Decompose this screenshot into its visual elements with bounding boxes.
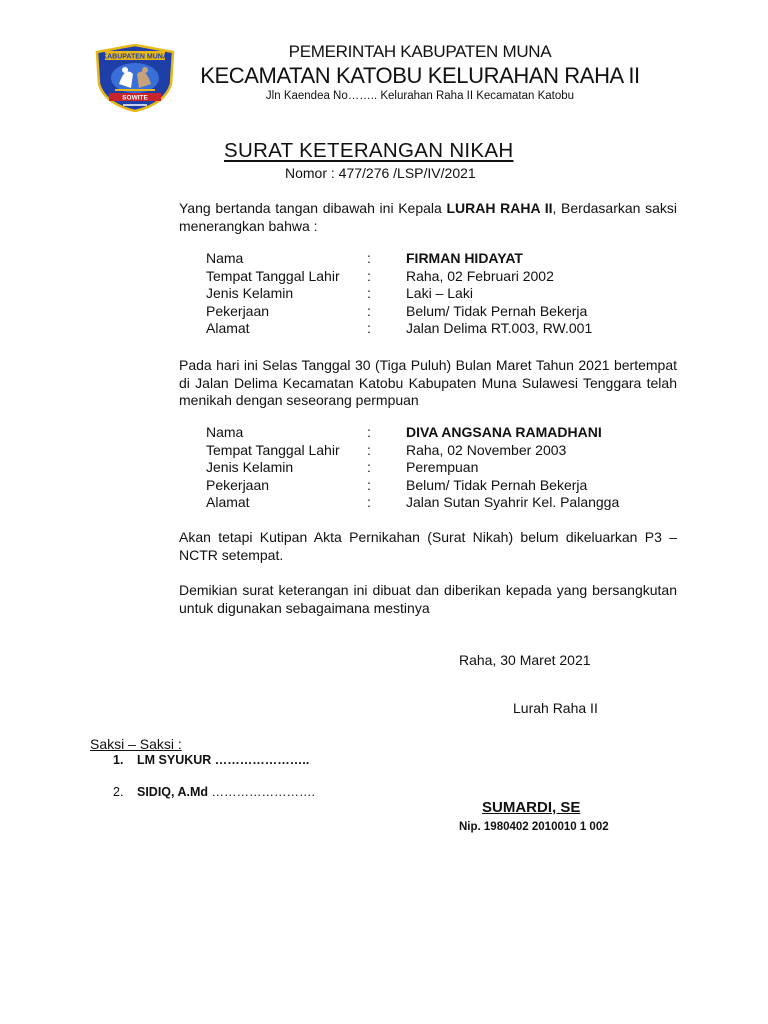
detail-value: FIRMAN HIDAYAT [406, 250, 523, 266]
district-name: KECAMATAN KATOBU KELURAHAN RAHA II [200, 63, 640, 88]
detail-colon: : [367, 302, 371, 319]
detail-label: Tempat Tanggal Lahir [206, 267, 340, 284]
detail-value: Belum/ Tidak Pernah Bekerja [406, 302, 588, 319]
detail-colon: : [367, 494, 371, 510]
svg-text:KABUPATEN MUNA: KABUPATEN MUNA [102, 53, 168, 61]
detail-label: Alamat [206, 494, 250, 510]
detail-colon: : [367, 424, 371, 440]
detail-label: Tempat Tanggal Lahir [206, 441, 340, 458]
government-name: PEMERINTAH KABUPATEN MUNA [288, 42, 552, 61]
signer-nip: Nip. 1980402 2010010 1 002 [459, 821, 609, 833]
detail-value: Belum/ Tidak Pernah Bekerja [406, 476, 588, 493]
detail-value: DIVA ANGSANA RAMADHANI [406, 424, 602, 440]
detail-value: Laki – Laki [406, 285, 473, 301]
signer-position: Lurah Raha II [513, 700, 598, 716]
witness-1-name: LM SYUKUR [137, 753, 212, 767]
detail-colon: : [367, 267, 371, 284]
detail-label: Jenis Kelamin [206, 459, 294, 475]
svg-text:SOWITE: SOWITE [122, 94, 148, 102]
detail-colon: : [367, 476, 371, 493]
detail-value: Perempuan [406, 459, 479, 475]
intro-paragraph: Yang bertanda tangan dibawah ini Kepala LURAH RAHA II, Berdasarkan saksi menerangkan bahwa : [179, 200, 677, 234]
detail-value: Raha, 02 Februari 2002 [406, 267, 554, 284]
detail-colon: : [367, 459, 371, 475]
witness-2-signature-line: ……………………. [208, 785, 316, 799]
detail-value: Jalan Sutan Syahrir Kel. Palangga [406, 494, 620, 510]
detail-label: Nama [206, 424, 244, 440]
witness-2-name: SIDIQ, A.Md [137, 785, 209, 799]
office-address: Jln Kaendea No…….. Kelurahan Raha II Kecamatan Katobu [265, 90, 575, 102]
closing-paragraph: Demikian surat keterangan ini dibuat dan diberikan kepada yang bersangkutan untuk digunakan sebagaimana mestinya [179, 582, 677, 616]
witness-2-number: 2. [113, 785, 124, 799]
detail-label: Alamat [206, 320, 250, 336]
detail-colon: : [367, 320, 371, 336]
witness-1 [137, 753, 309, 767]
detail-label: Jenis Kelamin [206, 285, 294, 301]
signer-name: SUMARDI, SE [482, 799, 581, 816]
detail-colon: : [367, 250, 371, 266]
letter-number: Nomor : 477/276 /LSP/IV/2021 [285, 165, 476, 181]
place-date: Raha, 30 Maret 2021 [459, 652, 591, 668]
detail-colon: : [367, 441, 371, 458]
detail-value: Raha, 02 November 2003 [406, 441, 567, 458]
detail-label: Pekerjaan [206, 302, 270, 319]
witness-2 [137, 785, 315, 799]
detail-value: Jalan Delima RT.003, RW.001 [406, 320, 593, 336]
letter-title: SURAT KETERANGAN NIKAH [224, 139, 514, 162]
witnesses-heading: Saksi – Saksi : [90, 736, 182, 752]
marriage-statement: Pada hari ini Selas Tanggal 30 (Tiga Puluh) Bulan Maret Tahun 2021 bertempat di Jalan Delima Kecamatan Katobu Kabupaten Muna Sulawesi Tenggara telah menikah dengan seseorang permpuan [179, 357, 677, 408]
witness-1-signature-line: ………………….. [211, 753, 310, 767]
detail-label: Nama [206, 250, 244, 266]
witness-1-number: 1. [113, 753, 124, 767]
note-paragraph: Akan tetapi Kutipan Akta Pernikahan (Surat Nikah) belum dikeluarkan P3 – NCTR setempat. [179, 529, 677, 563]
detail-colon: : [367, 285, 371, 301]
detail-label: Pekerjaan [206, 476, 270, 493]
kabupaten-muna-emblem [95, 44, 175, 112]
